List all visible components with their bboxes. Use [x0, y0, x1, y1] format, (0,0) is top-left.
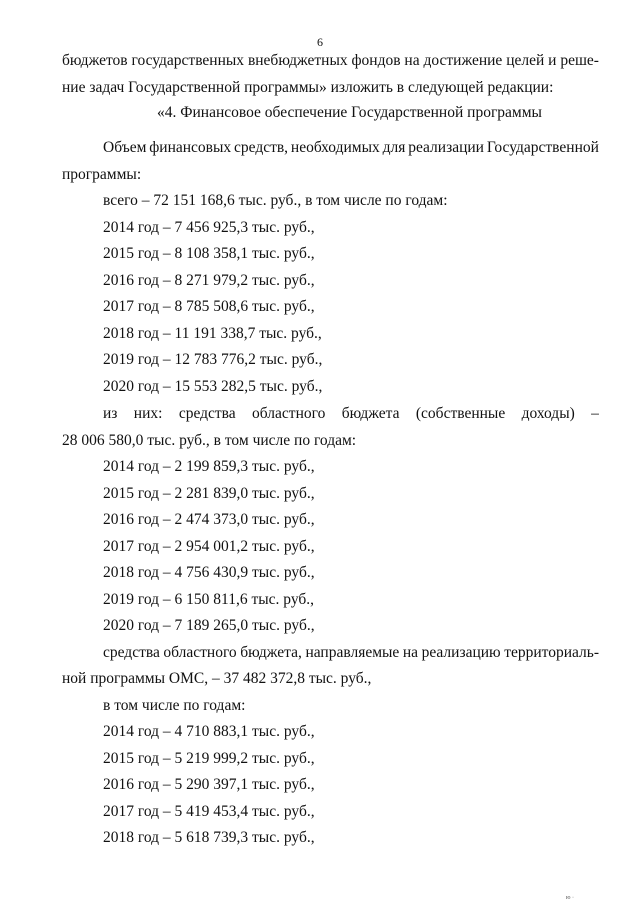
total-year-item: 2017 год – 8 785 508,6 тыс. руб.,: [103, 298, 315, 315]
word: целей: [506, 52, 545, 69]
page-number: 6: [317, 35, 323, 49]
total-year-item: 2019 год – 12 783 776,2 тыс. руб.,: [103, 351, 323, 368]
word: доходы): [521, 405, 575, 422]
word: бюджета: [341, 405, 400, 422]
intro-line-1: [62, 51, 599, 71]
word: на: [404, 52, 420, 69]
regional-own-line-2: 28 006 580,0 тыс. руб., в том числе по годам:: [62, 432, 357, 449]
word: и: [548, 52, 557, 69]
corner-scan-mark: ю ·: [566, 895, 574, 901]
word: достижение: [423, 52, 503, 69]
word: областного: [252, 405, 326, 422]
word: для: [382, 139, 406, 156]
section-title: «4. Финансовое обеспечение Государственной программы: [157, 104, 542, 121]
word: Объем: [103, 139, 147, 156]
total-volume-line-1: [103, 138, 599, 158]
word: средств,: [234, 139, 289, 156]
word: территориаль-: [504, 644, 599, 661]
word: реше-: [560, 52, 599, 69]
oms-year-item: 2016 год – 5 290 397,1 тыс. руб.,: [103, 776, 315, 793]
regional-year-item: 2017 год – 2 954 001,2 тыс. руб.,: [103, 538, 315, 555]
oms-year-item: 2015 год – 5 219 999,2 тыс. руб.,: [103, 750, 315, 767]
total-amount: всего – 72 151 168,6 тыс. руб., в том числе по годам:: [103, 192, 448, 209]
regional-year-item: 2014 год – 2 199 859,3 тыс. руб.,: [103, 458, 315, 475]
regional-year-item: 2020 год – 7 189 265,0 тыс. руб.,: [103, 617, 315, 634]
oms-year-item: 2014 год – 4 710 883,1 тыс. руб.,: [103, 723, 315, 740]
word: на: [402, 644, 419, 661]
regional-year-item: 2015 год – 2 281 839,0 тыс. руб.,: [103, 485, 315, 502]
total-year-item: 2020 год – 15 553 282,5 тыс. руб.,: [103, 378, 323, 395]
word: финансовых: [149, 139, 232, 156]
oms-line-1: [103, 643, 599, 663]
word: –: [591, 405, 599, 422]
regional-year-item: 2019 год – 6 150 811,6 тыс. руб.,: [103, 591, 315, 608]
word: необходимых: [290, 139, 380, 156]
word: реализацию: [421, 644, 501, 661]
total-year-item: 2018 год – 11 191 338,7 тыс. руб.,: [103, 325, 322, 342]
word: Государственной: [486, 139, 599, 156]
word: бюджетов: [62, 52, 128, 69]
word: из: [103, 405, 118, 422]
word: государственных: [131, 52, 245, 69]
word: направляемые: [305, 644, 400, 661]
oms-line-2: ной программы ОМС, – 37 482 372,8 тыс. руб.,: [62, 670, 372, 687]
word: них:: [133, 405, 163, 422]
regional-year-item: 2016 год – 2 474 373,0 тыс. руб.,: [103, 511, 315, 528]
word: средства: [103, 644, 160, 661]
word: внебюджетных: [247, 52, 348, 69]
word: фондов: [351, 52, 401, 69]
word: средства: [178, 405, 236, 422]
oms-line-3: в том числе по годам:: [103, 697, 246, 714]
total-year-item: 2016 год – 8 271 979,2 тыс. руб.,: [103, 272, 315, 289]
word: (собственные: [415, 405, 506, 422]
regional-own-line-1: [103, 404, 599, 424]
oms-year-item: 2018 год – 5 618 739,3 тыс. руб.,: [103, 829, 315, 846]
total-year-item: 2015 год – 8 108 358,1 тыс. руб.,: [103, 245, 315, 262]
word: областного: [163, 644, 237, 661]
oms-year-item: 2017 год – 5 419 453,4 тыс. руб.,: [103, 803, 315, 820]
regional-year-item: 2018 год – 4 756 430,9 тыс. руб.,: [103, 564, 315, 581]
intro-line-2: ние задач Государственной программы» изложить в следующей редакции:: [62, 79, 554, 96]
total-year-item: 2014 год – 7 456 925,3 тыс. руб.,: [103, 219, 315, 236]
total-volume-line-2: программы:: [62, 166, 142, 183]
word: бюджета,: [240, 644, 302, 661]
word: реализации: [408, 139, 484, 156]
